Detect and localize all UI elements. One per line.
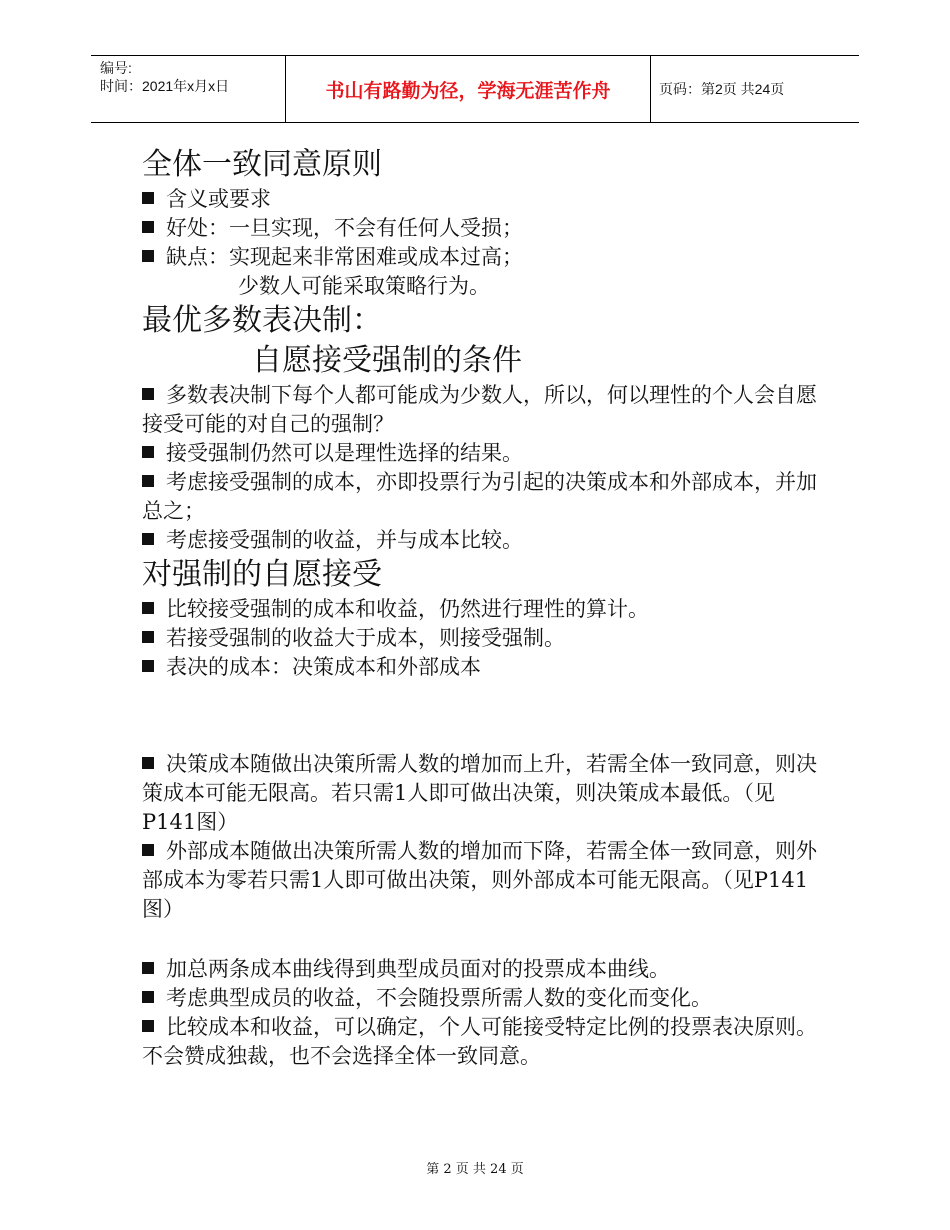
bullet-icon: [142, 962, 154, 974]
list-item: 缺点：实现起来非常困难或成本过高；: [142, 243, 822, 272]
bullet-icon: [142, 533, 154, 545]
list-item: 考虑接受强制的成本，亦即投票行为引起的决策成本和外部成本，并加总之；: [142, 470, 817, 523]
header-number-label: 编号:: [100, 60, 132, 76]
bullet-icon: [142, 844, 154, 856]
bullet-icon: [142, 388, 154, 400]
document-body: [142, 145, 822, 1071]
bullet-icon: [142, 1020, 154, 1032]
header-page-label: 页码：第2页 共24页: [659, 81, 785, 97]
spacer: [142, 924, 822, 955]
bullet-icon: [142, 602, 154, 614]
bullet-icon: [142, 221, 154, 233]
page-footer: 第 2 页 共 24 页: [426, 1162, 524, 1177]
list-item: 比较接受强制的成本和收益，仍然进行理性的算计。: [142, 595, 822, 624]
list-item: 多数表决制下每个人都可能成为少数人，所以，何以理性的个人会自愿接受可能的对自己的强制？: [142, 383, 817, 436]
list-item: 考虑典型成员的收益，不会随投票所需人数的变化而变化。: [142, 984, 822, 1013]
list-item: 表决的成本：决策成本和外部成本: [142, 653, 822, 682]
list-item: 考虑接受强制的收益，并与成本比较。: [142, 526, 822, 555]
bullet-icon: [142, 250, 154, 262]
bullet-icon: [142, 631, 154, 643]
list-item: 外部成本随做出决策所需人数的增加而下降，若需全体一致同意，则外部成本为零若只需1人即可做出决策，则外部成本可能无限高。（见P141图）: [142, 839, 817, 921]
list-item: 加总两条成本曲线得到典型成员面对的投票成本曲线。: [142, 955, 822, 984]
bullet-icon: [142, 475, 154, 487]
list-item: 决策成本随做出决策所需人数的增加而上升，若需全体一致同意，则决策成本可能无限高。若只需1人即可做出决策，则决策成本最低。（见P141图）: [142, 752, 817, 834]
spacer: [142, 682, 822, 750]
list-item: 接受强制仍然可以是理性选择的结果。: [142, 439, 822, 468]
bullet-icon: [142, 446, 154, 458]
header-meta: [91, 56, 286, 122]
bullet-icon: [142, 192, 154, 204]
list-item-continuation: 少数人可能采取策略行为。: [238, 274, 490, 298]
bullet-icon: [142, 660, 154, 672]
header-time-label: 时间：2021年x月x日: [100, 78, 230, 94]
list-item: 含义或要求: [142, 185, 822, 214]
bullet-icon: [142, 757, 154, 769]
section-title-optimal-majority: 最优多数表决制：: [142, 303, 382, 338]
section-subtitle: 自愿接受强制的条件: [252, 343, 522, 378]
list-item: 好处：一旦实现，不会有任何人受损；: [142, 214, 822, 243]
list-item: 比较成本和收益，可以确定，个人可能接受特定比例的投票表决原则。不会赞成独裁，也不会选择全体一致同意。: [142, 1015, 817, 1068]
header-motto: 书山有路勤为径，学海无涯苦作舟: [286, 56, 651, 122]
bullet-icon: [142, 991, 154, 1003]
section-title-voluntary-acceptance: 对强制的自愿接受: [142, 557, 382, 592]
page-header: [91, 55, 859, 123]
list-item: 若接受强制的收益大于成本，则接受强制。: [142, 624, 822, 653]
section-title-unanimity: 全体一致同意原则: [142, 147, 382, 182]
